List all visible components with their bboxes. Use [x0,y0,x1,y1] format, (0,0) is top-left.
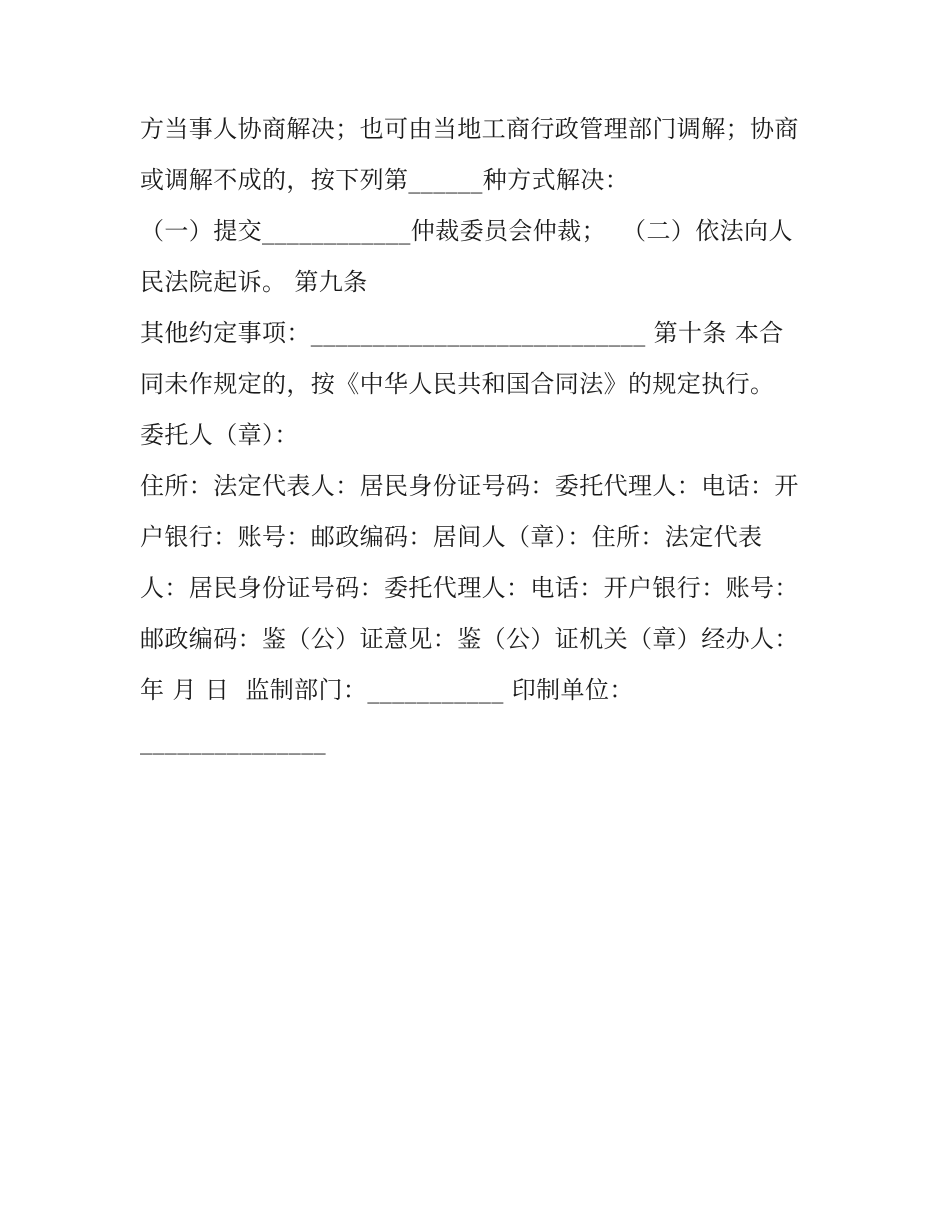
text-line: 方当事人协商解决；也可由当地工商行政管理部门调解；协商 [140,115,799,143]
text-line: 委托人（章）： [140,421,299,449]
text-line: _______________ [140,727,326,755]
text-line: 或调解不成的，按下列第______种方式解决： [140,166,630,194]
text-line: 人：居民身份证号码：委托代理人：电话：开户银行：账号： [140,574,799,602]
text-line: 户银行：账号：邮政编码：居间人（章）：住所：法定代表 [140,523,763,551]
text-line: 年 月 日 监制部门：___________ 印制单位： [140,676,634,704]
text-line: （一）提交____________仲裁委员会仲裁； （二）依法向人 [140,217,793,245]
text-line: 民法院起诉。 第九条 [140,268,368,296]
text-line: 邮政编码：鉴（公）证意见：鉴（公）证机关（章）经办人： [140,625,799,653]
text-line: 住所：法定代表人：居民身份证号码：委托代理人：电话：开 [140,472,799,500]
text-line: 同未作规定的，按《中华人民共和国合同法》的规定执行。 [140,370,775,398]
text-line: 其他约定事项：___________________________ 第十条 本合 [140,319,784,347]
